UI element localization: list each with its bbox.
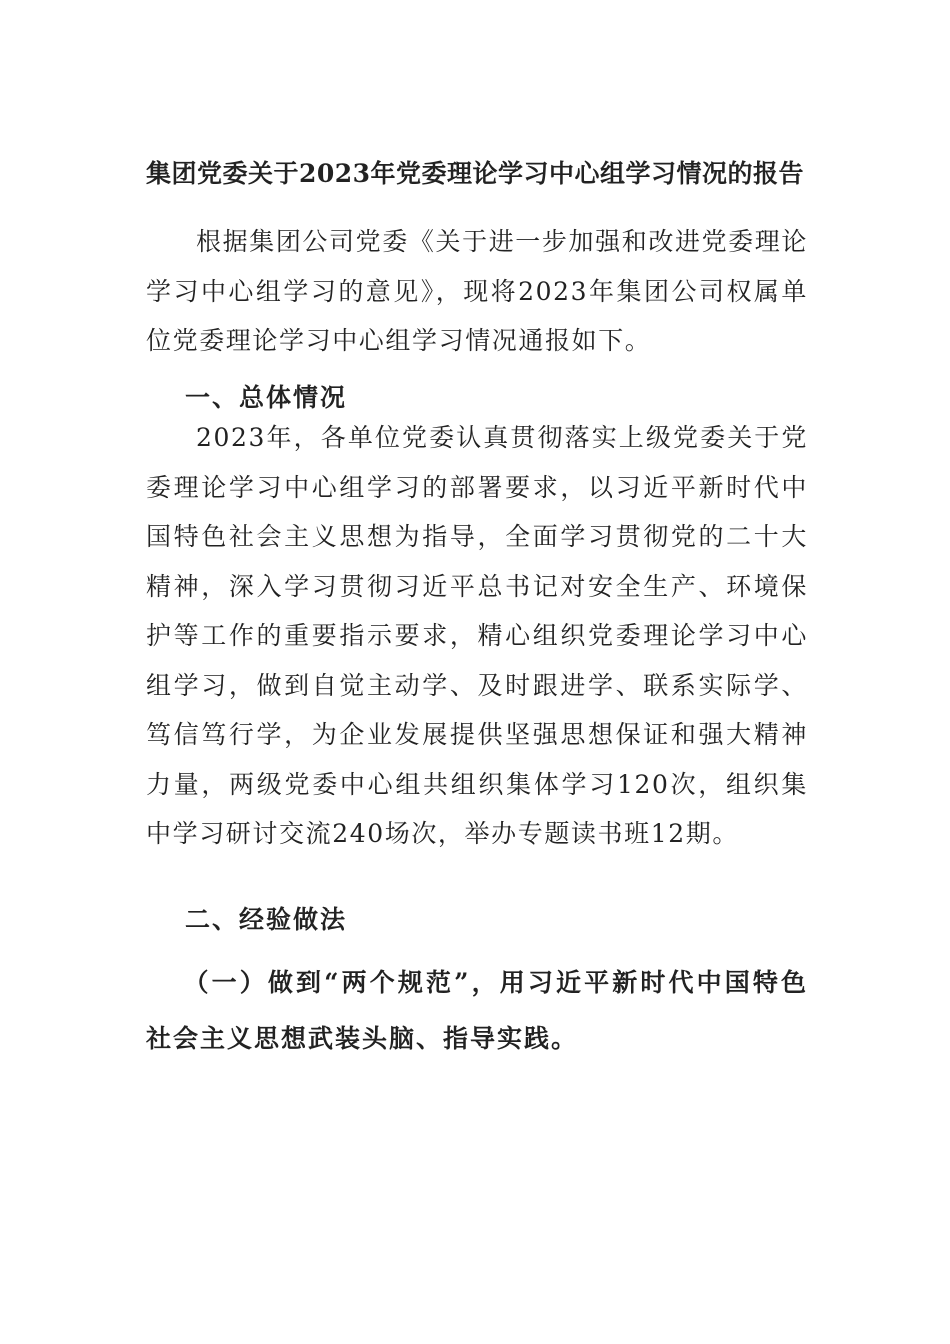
- overall-paragraph: 2023年，各单位党委认真贯彻落实上级党委关于党委理论学习中心组学习的部署要求，以习近平新时代中国特色社会主义思想为指导，全面学习贯彻党的二十大精神，深入学习贯彻习近平总书记对安全生产、环境保护等工作的重要指示要求，精心组织党委理论学习中心组学习，做到自觉主动学、及时跟进学、联系实际学、笃信笃行学，为企业发展提供坚强思想保证和强大精神力量，两级党委中心组共组织集体学习120次，组织集中学习研讨交流240场次，举办专题读书班12期。: [146, 423, 808, 848]
- document-title: 集团党委关于2023年党委理论学习中心组学习情况的报告: [145, 159, 805, 188]
- section-heading-overall: 一、总体情况: [185, 383, 348, 412]
- section-heading-experience: 二、经验做法: [185, 905, 348, 934]
- subsection-heading-two-norms: （一）做到“两个规范”，用习近平新时代中国特色社会主义思想武装头脑、指导实践。: [146, 968, 808, 1053]
- intro-paragraph: 根据集团公司党委《关于进一步加强和改进党委理论学习中心组学习的意见》，现将2023年集团公司权属单位党委理论学习中心组学习情况通报如下。: [146, 227, 808, 355]
